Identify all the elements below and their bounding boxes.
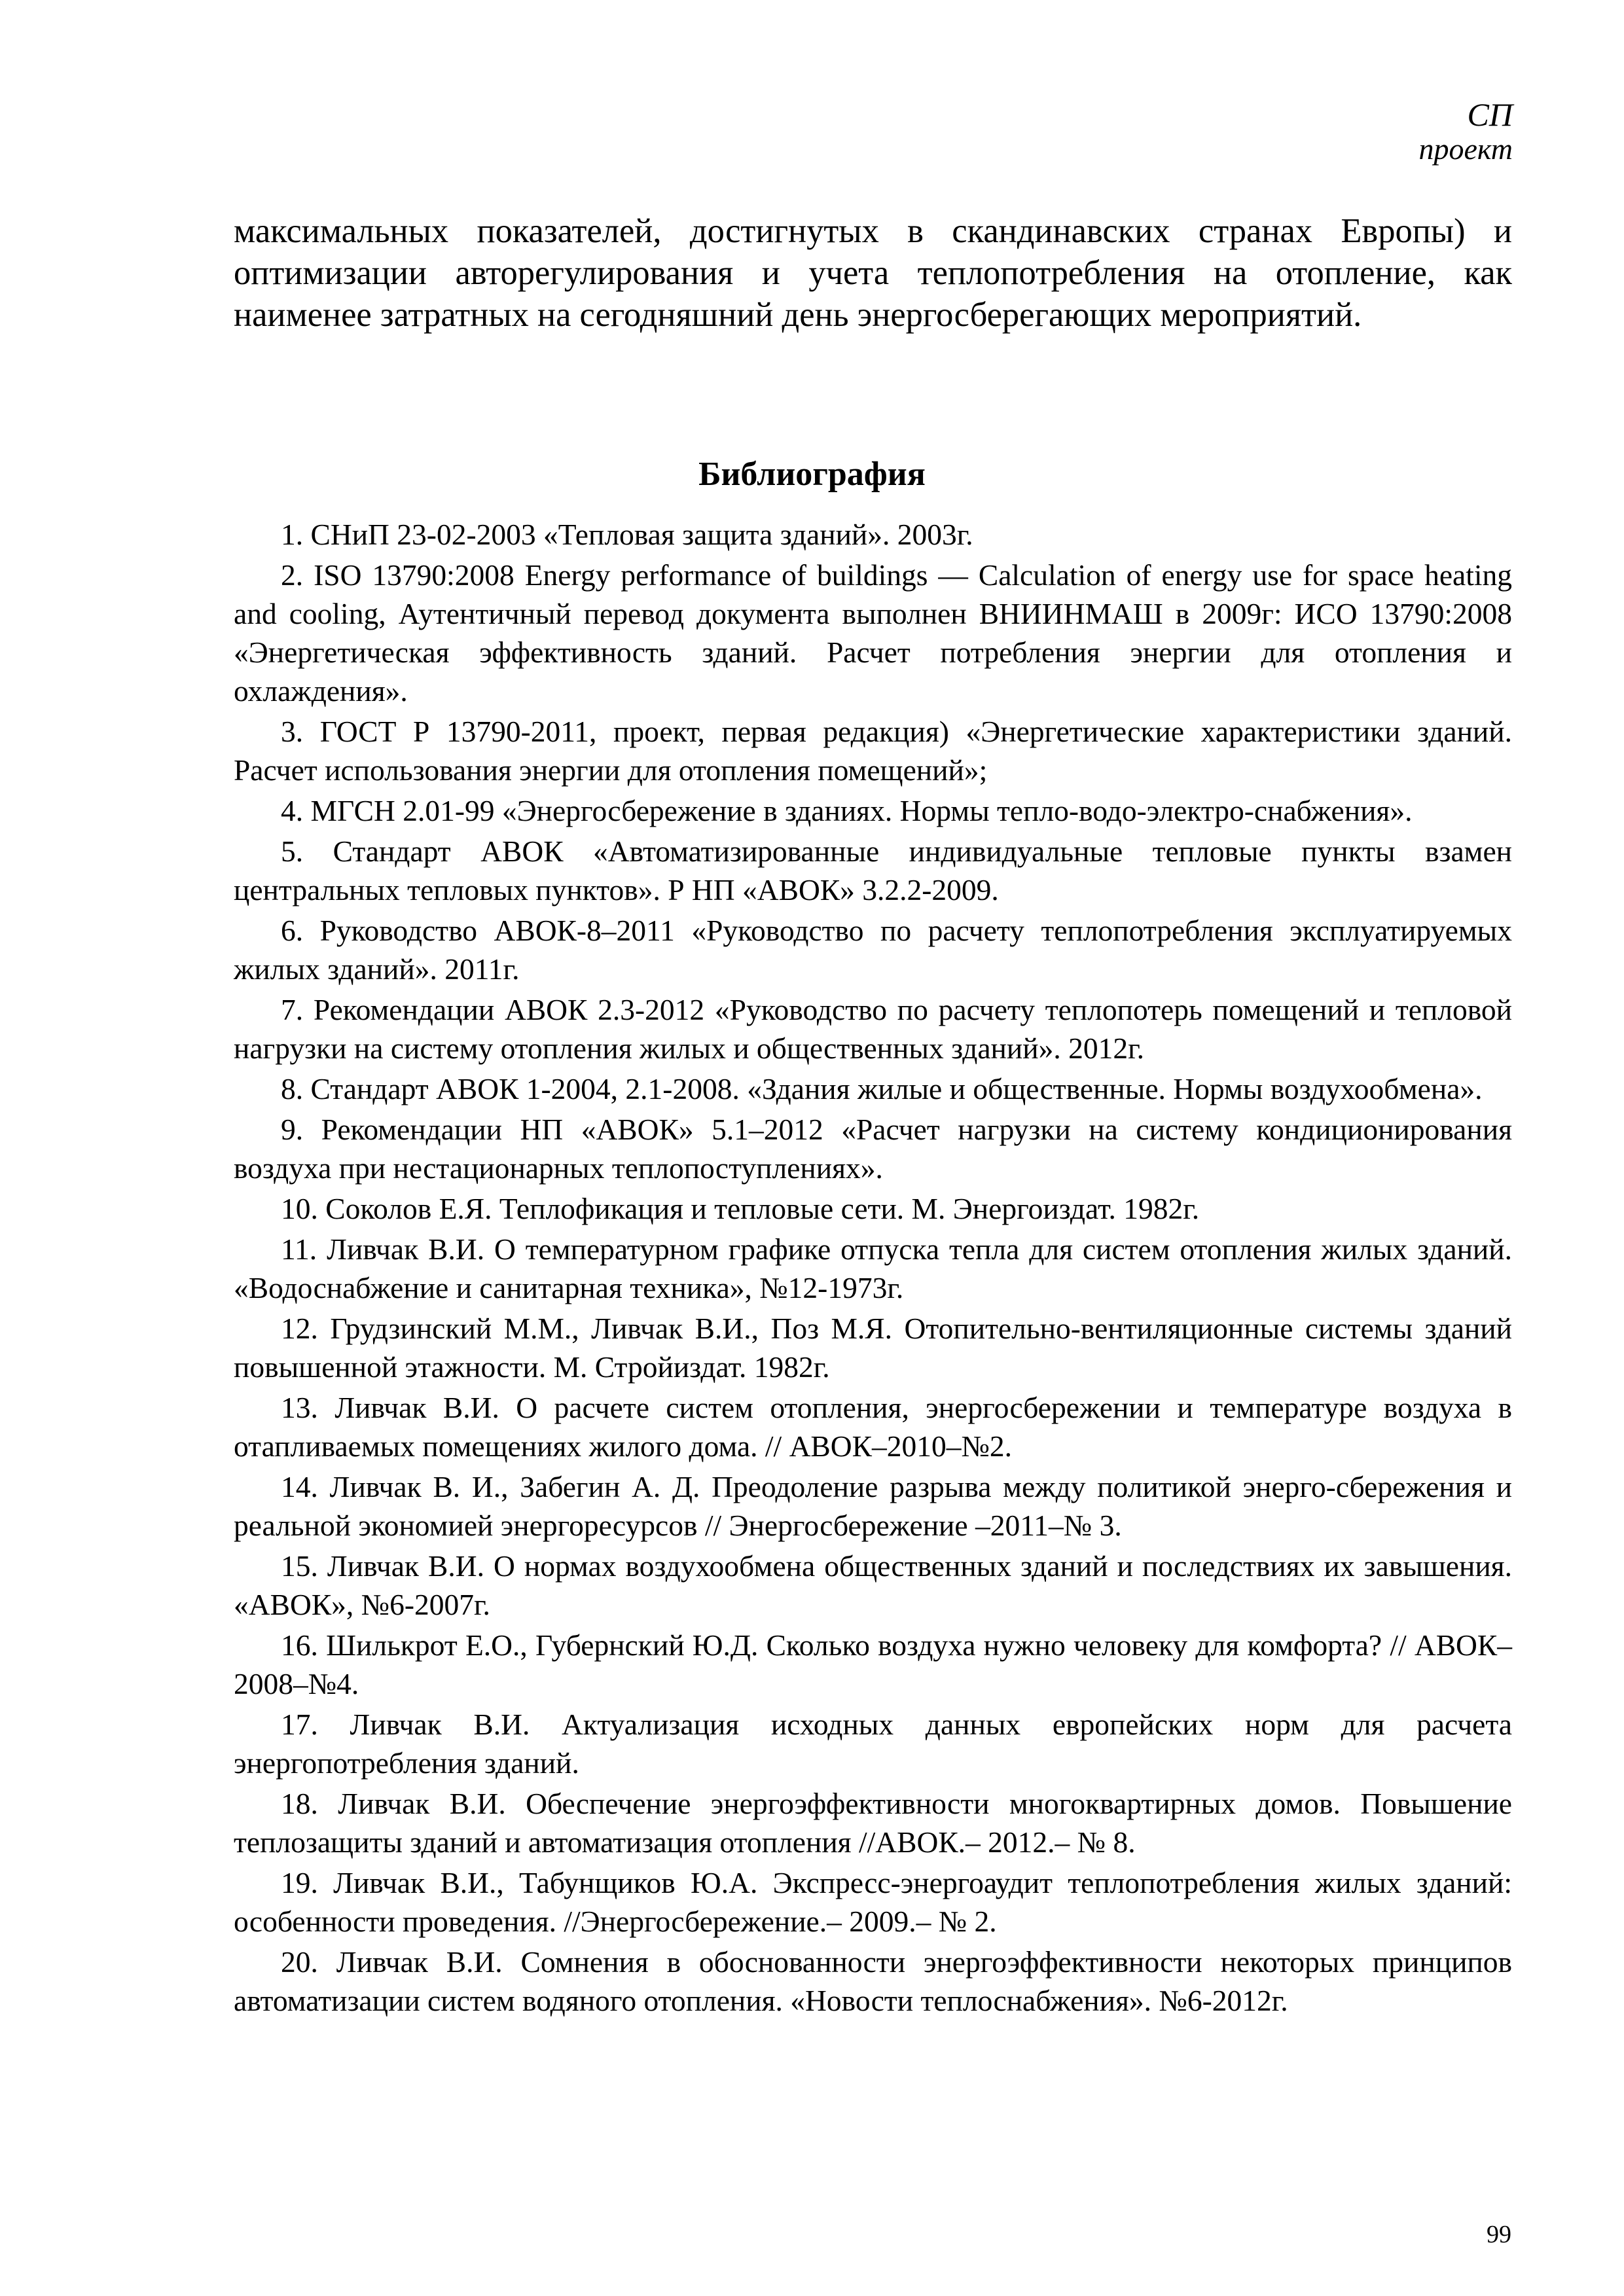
item-text: Ливчак В.И., Табунщиков Ю.А. Экспресс-энергоаудит теплопотребления жилых зданий: особенности проведения. //Энергосбережение.– 2009.– № 2.	[234, 1866, 1512, 1938]
item-number: 11.	[281, 1232, 317, 1266]
bibliography-item	[234, 1943, 1512, 2020]
bibliography-item	[234, 1705, 1512, 1782]
item-number: 13.	[281, 1391, 318, 1424]
bibliography-item	[234, 832, 1512, 909]
item-number: 3.	[281, 715, 304, 748]
item-text: Ливчак В.И. Сомнения в обоснованности энергоэффективности некоторых принципов автоматизации систем водяного отопления. «Новости теплоснабжения». №6-2012г.	[234, 1945, 1513, 2017]
item-number: 8.	[281, 1072, 304, 1105]
bibliography-item	[234, 1069, 1512, 1108]
item-number: 7.	[281, 993, 304, 1026]
bibliography-item	[234, 1626, 1512, 1703]
bibliography-item	[234, 1388, 1512, 1465]
item-text: Шилькрот Е.О., Губернский Ю.Д. Сколько воздуха нужно человеку для комфорта? // АВОК–2008–№4.	[234, 1628, 1513, 1700]
bibliography-item	[234, 1863, 1512, 1941]
bibliography-title: Библиография	[698, 456, 926, 493]
item-text: Ливчак В.И. Актуализация исходных данных европейских норм для расчета энергопотребления зданий.	[234, 1708, 1512, 1780]
bibliography-item	[234, 1110, 1512, 1187]
bibliography-item	[234, 1309, 1512, 1386]
item-number: 20.	[281, 1945, 318, 1979]
item-number: 6.	[281, 914, 304, 947]
bibliography-item	[234, 1547, 1512, 1624]
bibliography-item	[234, 911, 1512, 988]
item-number: 1.	[281, 518, 304, 551]
item-text: Соколов Е.Я. Теплофикация и тепловые сети. М. Энергоиздат. 1982г.	[325, 1192, 1200, 1225]
item-text: ISO 13790:2008 Energy performance of buildings — Calculation of energy use for space heating and cooling, Аутентичный перевод документа выполнен ВНИИНМАШ в 2009г: ИСО 13790:2008 «Энергетическая эффективность зданий. Расчет потребления энергии для отопления и охлаждения».	[234, 558, 1513, 708]
item-number: 14.	[281, 1470, 318, 1503]
item-number: 17.	[281, 1708, 318, 1741]
item-number: 10.	[281, 1192, 318, 1225]
item-number: 15.	[281, 1549, 318, 1583]
item-text: Ливчак В.И. О температурном графике отпуска тепла для систем отопления жилых зданий. «Водоснабжение и санитарная техника», №12-1973г.	[234, 1232, 1512, 1304]
intro-paragraph: максимальных показателей, достигнутых в скандинавских странах Европы) и оптимизации авторегулирования и учета теплопотребления на отопление, как наименее затратных на сегодняшний день энергосберегающих мероприятий.	[234, 211, 1512, 334]
item-text: Ливчак В.И. О расчете систем отопления, энергосбережении и температуре воздуха в отапливаемых помещениях жилого дома. // АВОК–2010–№2.	[234, 1391, 1513, 1463]
item-number: 19.	[281, 1866, 318, 1899]
bibliography-item	[234, 515, 1512, 554]
item-text: Грудзинский М.М., Ливчак В.И., Поз М.Я. Отопительно-вентиляционные системы зданий повышенной этажности. М. Стройиздат. 1982г.	[234, 1312, 1513, 1384]
header-code-sp: СП	[1467, 96, 1513, 133]
bibliography-list	[234, 515, 1512, 2022]
item-text: Стандарт АВОК 1-2004, 2.1-2008. «Здания жилые и общественные. Нормы воздухообмена».	[310, 1072, 1483, 1105]
bibliography-item	[234, 1784, 1512, 1861]
item-text: ГОСТ Р 13790-2011, проект, первая редакция) «Энергетические характеристики зданий. Расчет использования энергии для отопления помещений»;	[234, 715, 1512, 787]
bibliography-item	[234, 990, 1512, 1067]
bibliography-item	[234, 1230, 1512, 1307]
item-number: 16.	[281, 1628, 318, 1662]
item-text: Рекомендации НП «АВОК» 5.1–2012 «Расчет нагрузки на систему кондиционирования воздуха при нестационарных теплопоступлениях».	[234, 1113, 1512, 1185]
item-number: 9.	[281, 1113, 304, 1146]
page-number: 99	[1487, 2221, 1511, 2248]
item-text: Руководство АВОК-8–2011 «Руководство по расчету теплопотребления эксплуатируемых жилых зданий». 2011г.	[234, 914, 1512, 986]
item-text: СНиП 23-02-2003 «Тепловая защита зданий». 2003г.	[310, 518, 973, 551]
item-number: 12.	[281, 1312, 318, 1345]
item-number: 4.	[281, 794, 304, 827]
bibliography-item	[234, 556, 1512, 710]
item-text: Ливчак В.И. Обеспечение энергоэффективности многоквартирных домов. Повышение теплозащиты зданий и автоматизация отопления //АВОК.– 2012.– № 8.	[234, 1787, 1512, 1859]
bibliography-item	[234, 791, 1512, 830]
bibliography-item	[234, 1467, 1512, 1545]
header-draft-label: проект	[1418, 132, 1513, 166]
item-text: МГСН 2.01-99 «Энергосбережение в зданиях. Нормы тепло-водо-электро-снабжения».	[310, 794, 1413, 827]
item-number: 5.	[281, 834, 304, 868]
item-text: Рекомендации АВОК 2.3-2012 «Руководство по расчету теплопотерь помещений и тепловой нагрузки на систему отопления жилых и общественных зданий». 2012г.	[234, 993, 1513, 1065]
bibliography-item	[234, 1189, 1512, 1228]
item-number: 2.	[281, 558, 304, 592]
item-number: 18.	[281, 1787, 318, 1820]
item-text: Ливчак В. И., Забегин А. Д. Преодоление разрыва между политикой энерго-сбережения и реальной экономией энергоресурсов // Энергосбережение –2011–№ 3.	[234, 1470, 1512, 1542]
bibliography-item	[234, 712, 1512, 789]
item-text: Ливчак В.И. О нормах воздухообмена общественных зданий и последствиях их завышения. «АВОК», №6-2007г.	[234, 1549, 1512, 1621]
item-text: Стандарт АВОК «Автоматизированные индивидуальные тепловые пункты взамен центральных тепловых пунктов». Р НП «АВОК» 3.2.2-2009.	[234, 834, 1512, 906]
